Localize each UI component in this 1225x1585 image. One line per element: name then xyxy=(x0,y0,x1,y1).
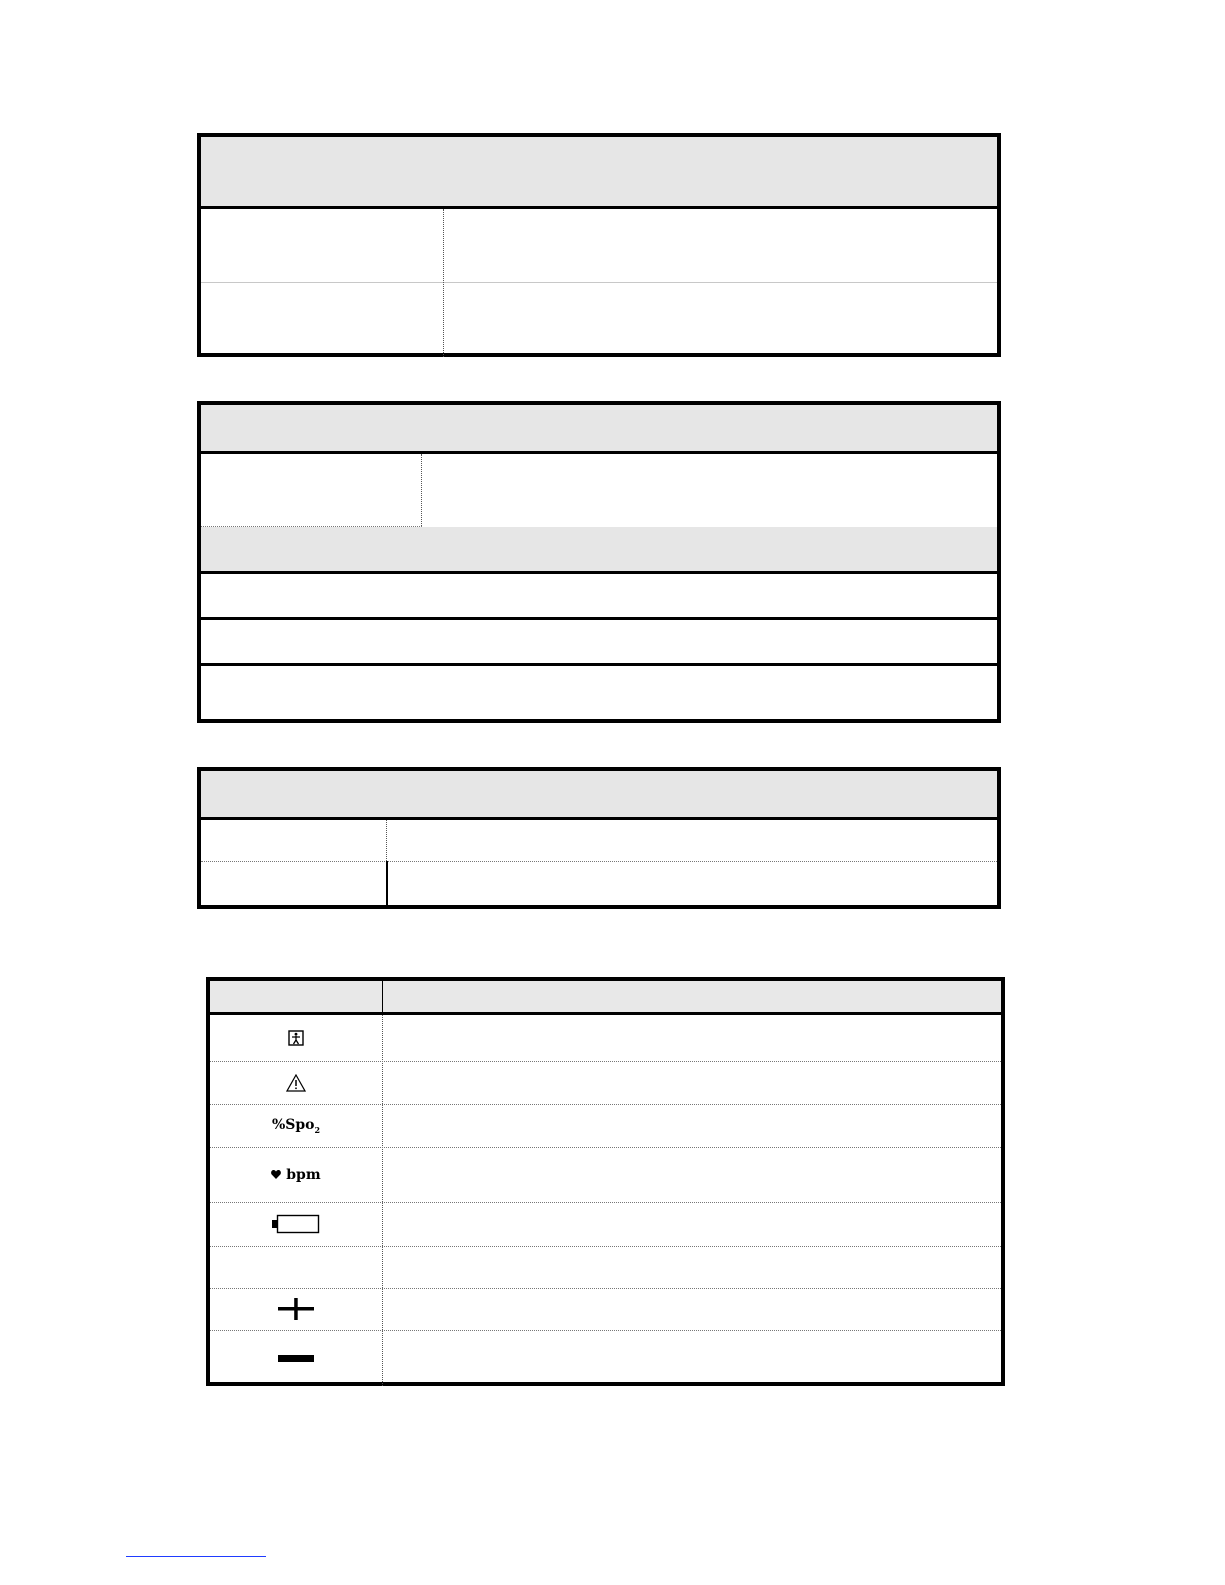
table-2 xyxy=(197,401,1001,723)
table-1-header-rule xyxy=(201,206,997,209)
symbol-row-2 xyxy=(210,1061,382,1104)
symbol-row-5 xyxy=(210,1202,382,1246)
symbol-row-8 xyxy=(210,1330,382,1386)
table-3-row-divider xyxy=(201,861,997,862)
table-2-header-rule xyxy=(201,451,997,454)
battery-icon xyxy=(272,1214,320,1234)
symbol-row-4 xyxy=(210,1147,382,1202)
heart-icon xyxy=(271,1170,281,1179)
table-3 xyxy=(197,767,1001,909)
table-2-header xyxy=(201,405,997,451)
table-3-header-rule xyxy=(201,817,997,820)
spo2-label: %Spo$_2$ xyxy=(271,1116,321,1135)
table-2-column-divider xyxy=(421,454,422,526)
plus-icon xyxy=(278,1298,314,1320)
symbol-row-1 xyxy=(210,1015,382,1061)
bf-applied-part-icon xyxy=(288,1030,304,1046)
symbol-row-7 xyxy=(210,1288,382,1330)
symbols-table-column-divider-header xyxy=(382,981,383,1012)
footnote-link-underline xyxy=(126,1556,266,1557)
table-2-row-rule-2 xyxy=(201,663,997,666)
table-1-column-divider xyxy=(443,209,444,357)
table-3-column-divider-solid xyxy=(386,861,388,907)
symbol-row-3 xyxy=(210,1104,382,1147)
warning-triangle-icon xyxy=(286,1074,306,1092)
table-2-subheader-rule xyxy=(201,571,997,574)
table-1-row-divider xyxy=(201,282,997,283)
pulse-rate-label: bpm xyxy=(271,1167,320,1183)
table-1-header xyxy=(201,137,997,206)
table-2-subheader xyxy=(201,527,997,571)
symbols-table xyxy=(206,977,1005,1386)
table-1 xyxy=(197,133,1001,357)
symbols-table-header xyxy=(210,981,1001,1012)
minus-icon xyxy=(278,1353,314,1363)
table-3-column-divider-dotted xyxy=(386,820,387,861)
table-3-header xyxy=(201,771,997,817)
table-2-row-rule-1 xyxy=(201,617,997,620)
symbol-row-6 xyxy=(210,1246,382,1288)
